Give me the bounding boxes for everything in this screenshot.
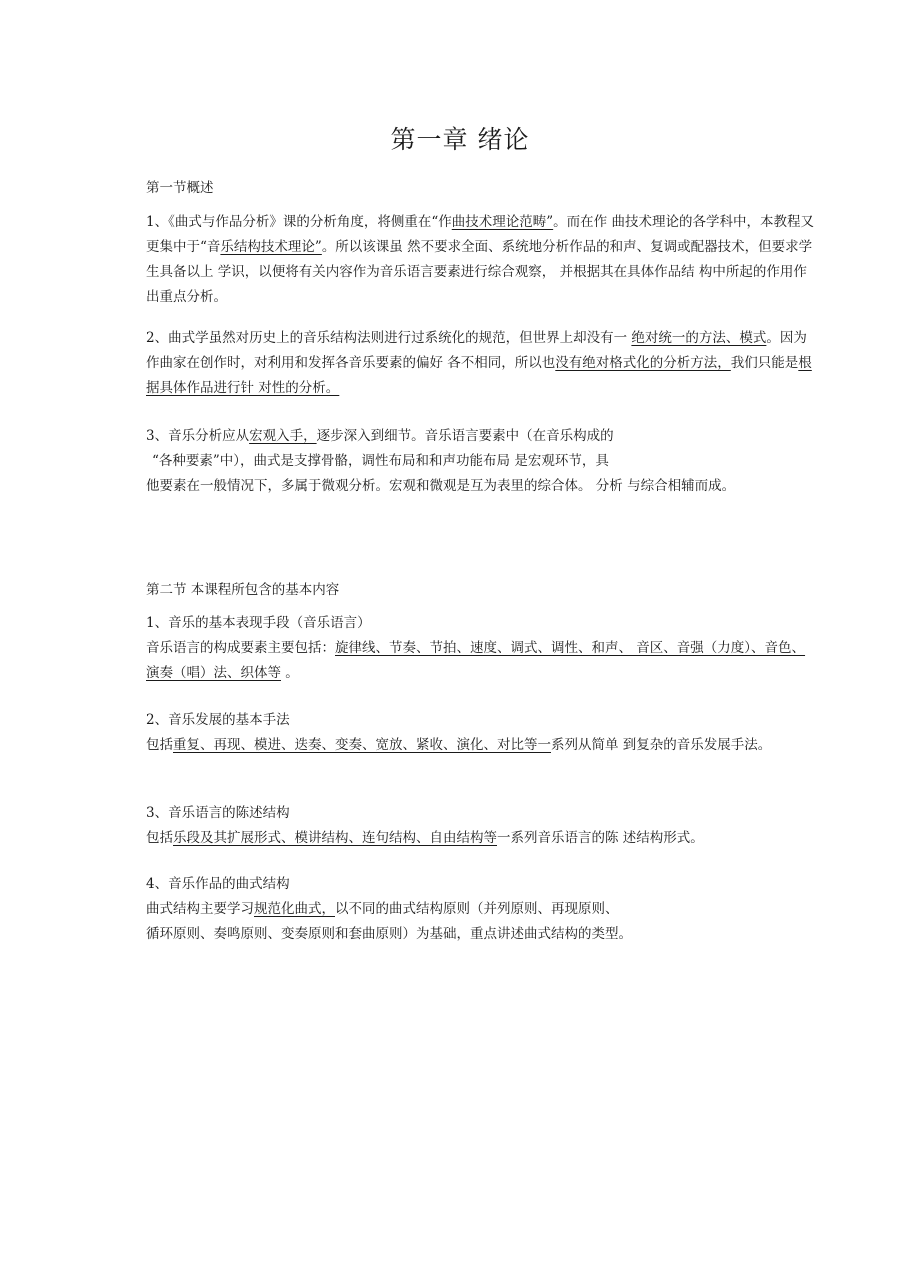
item4-title: 4、音乐作品的曲式结构	[146, 876, 290, 892]
item3-text-a: 包括	[146, 830, 173, 846]
item4-line2: 循环原则、奏鸣原则、变奏原则和套曲原则）为基础，重点讲述曲式结构的类型。	[146, 926, 632, 942]
chapter-title: 第一章 绪论	[390, 125, 530, 154]
item1-text-a: 音乐语言的构成要素主要包括：	[146, 640, 335, 656]
p2-underline-3: 根据具体作品进行针 对性的分析。	[146, 355, 812, 396]
p3-line2: “各种要素”中），曲式是支撑骨骼，调性布局和和声功能布局 是宏观环节，具	[152, 453, 609, 469]
item1-text-b: 。	[281, 665, 299, 681]
p1-underline-1: 曲技术理论范畴”	[451, 214, 554, 230]
p3-line3: 他要素在一般情况下，多属于微观分析。宏观和微观是互为表里的综合体。 分析 与综合相辅而成。	[146, 478, 736, 494]
item2-underline: 重复、再现、模进、迭奏、变奏、宽放、紧收、演化、对比等一	[173, 737, 551, 753]
p2-text-a: 2、曲式学虽然对历史上的音乐结构法则进行过系统化的规范，但世界上却没有一	[146, 330, 632, 346]
p1-text-a: 1、《曲式与作品分析》课的分析角度，将侧重在“作	[146, 214, 452, 230]
item3-underline: 乐段及其扩展形式、模讲结构、连句结构、自由结构等	[173, 830, 497, 846]
section2-item-4	[146, 872, 816, 947]
p3-line1-a: 3、音乐分析应从	[146, 428, 250, 444]
section2-item-1	[146, 611, 816, 686]
section1-paragraph-2	[146, 326, 816, 401]
section1-paragraph-3	[146, 424, 816, 499]
section1-heading: 第一节概述	[146, 180, 214, 196]
item1-underline: 旋律线、节奏、节拍、速度、调式、调性、和声、 音区、音强（力度）、音色、演奏（唱）法、织体等	[146, 640, 806, 681]
p2-underline-2: 没有绝对格式化的分析方法，	[555, 355, 731, 371]
section2-item-3	[146, 801, 816, 851]
item4-text-a: 曲式结构主要学习	[146, 901, 254, 917]
item1-title: 1、音乐的基本表现手段（音乐语言）	[146, 615, 371, 631]
p1-text-b: 。而在作 曲技术理论的各学科中，本教程又更集中于“音	[146, 214, 814, 255]
p2-underline-1: 绝对统一的方法、模式	[631, 330, 767, 346]
p3-line1-b: 逐步深入到细节。音乐语言要素中（在音乐构成的	[316, 428, 614, 444]
item4-underline: 规范化曲式，	[254, 901, 335, 917]
p2-text-c: 我们只能是	[730, 355, 799, 371]
item4-text-b: 以不同的曲式结构原则（并列原则、再现原则、	[335, 901, 619, 917]
p1-text-c: 。所以该课虽 然不要求全面、系统地分析作品的和声、复调或配器技术，但要求学生具备以上 学识，以便将有关内容作为音乐语言要素进行综合观察， 并根据其在具体作品结 构中所起的作用作出重点分析。	[146, 239, 813, 305]
item2-title: 2、音乐发展的基本手法	[146, 712, 290, 728]
item3-title: 3、音乐语言的陈述结构	[146, 805, 290, 821]
item3-text-b: 一系列音乐语言的陈 述结构形式。	[497, 830, 704, 846]
section2-item-2	[146, 708, 816, 758]
item2-text-a: 包括	[146, 737, 173, 753]
p1-underline-2: 乐结构技术理论”	[220, 239, 322, 255]
p3-underline-1: 宏观入手，	[249, 428, 317, 444]
section1-paragraph-1	[146, 210, 816, 310]
section2-heading: 第二节 本课程所包含的基本内容	[146, 582, 340, 598]
item2-text-b: 系列从简单 到复杂的音乐发展手法。	[551, 737, 772, 753]
p2-text-b: 。因为作曲家在创作时，对利用和发挥各音乐要素的偏好 各不相同，所以也	[146, 330, 807, 371]
